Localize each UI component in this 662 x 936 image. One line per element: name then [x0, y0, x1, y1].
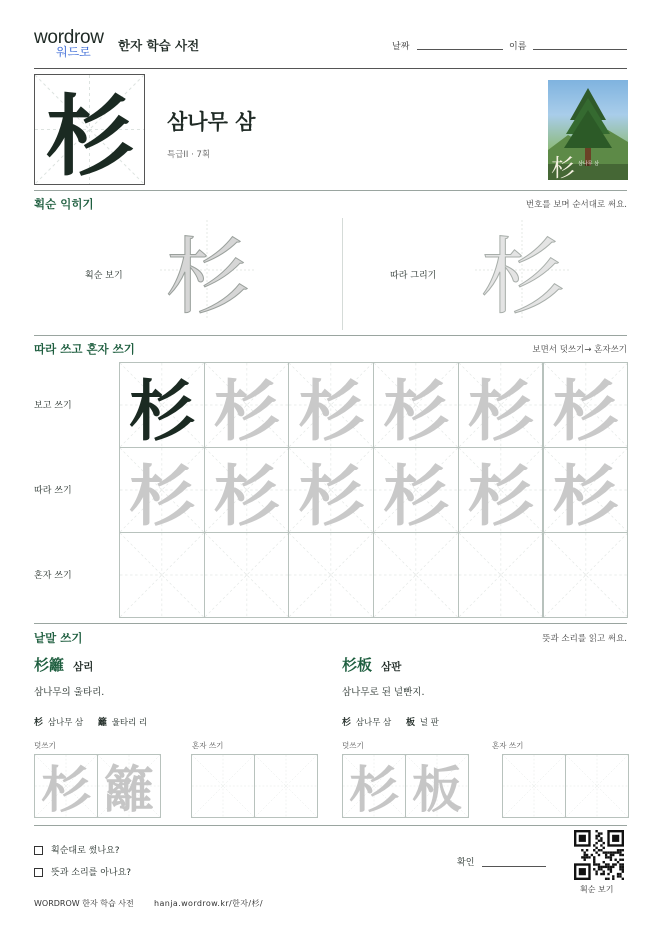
word-trace-label: 덧쓰기 — [34, 741, 56, 750]
practice-section-title: 따라 쓰고 혼자 쓰기 — [34, 342, 135, 356]
trace-character: 杉 — [467, 456, 534, 533]
model-character: 杉 — [128, 371, 195, 448]
qr-code[interactable] — [574, 830, 624, 880]
checklist-text: 뜻과 소리를 아나요? — [51, 868, 132, 878]
practice-row-label-trace: 따라 쓰기 — [34, 486, 72, 496]
word-trace-character: 板 — [412, 760, 462, 818]
practice-cell[interactable] — [543, 362, 629, 448]
word-trace-character: 籬 — [104, 760, 154, 818]
trace-character: 杉 — [382, 371, 449, 448]
thumb-caption: 삼나무 삼 — [578, 161, 599, 167]
trace-character: 杉 — [298, 371, 365, 448]
word-solo-cell[interactable] — [565, 754, 629, 818]
checklist-item-1[interactable] — [34, 843, 120, 856]
word-char1: 杉 — [342, 718, 352, 728]
word-trace-label: 덧쓰기 — [342, 741, 364, 750]
word-solo-cell[interactable] — [254, 754, 318, 818]
practice-cell[interactable] — [288, 447, 374, 533]
practice-cell[interactable] — [204, 447, 290, 533]
word-trace-character: 杉 — [41, 760, 91, 818]
thumb-character: 杉 — [551, 154, 575, 180]
practice-cell[interactable] — [543, 447, 629, 533]
practice-cell[interactable] — [204, 362, 290, 448]
confirm-field[interactable] — [482, 866, 546, 867]
word-trace-cell[interactable] — [97, 754, 161, 818]
stroke-divider — [34, 335, 627, 336]
checkbox[interactable] — [34, 868, 43, 877]
footer-url[interactable]: hanja.wordrow.kr/한자/杉/ — [154, 899, 263, 908]
word-trace-cell[interactable] — [405, 754, 469, 818]
word-solo-label: 혼자 쓰기 — [492, 741, 524, 750]
qr-pattern — [574, 830, 624, 880]
page-title: 한자 학습 사전 — [118, 38, 200, 53]
practice-section-instruction: 보면서 덧쓰기→ 혼자쓰기 — [532, 345, 627, 355]
word-solo-label: 혼자 쓰기 — [192, 741, 224, 750]
word-char2: 板 — [405, 718, 415, 728]
practice-divider — [34, 623, 627, 624]
name-field[interactable] — [533, 49, 627, 50]
word-solo-cell[interactable] — [191, 754, 255, 818]
qr-caption: 획순 보기 — [580, 885, 614, 894]
practice-cell[interactable] — [458, 447, 544, 533]
date-field[interactable] — [417, 49, 503, 50]
word-gloss2: 울타리 리 — [111, 718, 148, 728]
word-hanja: 杉板 — [342, 656, 373, 674]
word-definition: 삼나무의 울타리. — [34, 687, 105, 698]
word-trace-cell[interactable] — [34, 754, 98, 818]
word-divider — [34, 825, 627, 826]
logo — [34, 28, 114, 64]
stroke-view-character: 杉 — [165, 227, 250, 326]
stroke-view-figure — [160, 220, 255, 326]
word-reading: 삼판 — [381, 661, 402, 673]
word-gloss2: 널 판 — [419, 718, 439, 728]
word-trace-character: 杉 — [349, 760, 399, 818]
trace-character: 杉 — [128, 456, 195, 533]
stroke-trace-label: 따라 그리기 — [390, 271, 437, 281]
meaning-sound: 삼나무 삼 — [167, 110, 256, 134]
word-section-title: 낱말 쓰기 — [34, 631, 83, 645]
name-label: 이름 — [509, 42, 527, 52]
stroke-section-instruction: 번호를 보며 순서대로 써요. — [525, 200, 627, 210]
hero-character: 杉 — [45, 83, 134, 188]
practice-row-label-see: 보고 쓰기 — [34, 401, 72, 411]
footer-brand: WORDROW 한자 학습 사전 — [34, 899, 134, 908]
practice-cell[interactable] — [288, 532, 374, 618]
trace-character: 杉 — [213, 371, 280, 448]
stroke-trace-figure[interactable] — [475, 220, 570, 326]
practice-row-label-solo: 혼자 쓰기 — [34, 571, 72, 581]
practice-cell[interactable] — [373, 362, 459, 448]
word-reading: 삼리 — [73, 661, 94, 673]
stroke-section-vdivider — [342, 218, 343, 330]
hero-divider — [34, 190, 627, 191]
date-label: 날짜 — [392, 42, 410, 52]
trace-character: 杉 — [552, 456, 619, 533]
practice-cell[interactable] — [543, 532, 629, 618]
stroke-section-title: 획순 익히기 — [34, 197, 94, 211]
checklist-text: 획순대로 썼나요? — [51, 846, 120, 856]
checklist-item-2[interactable] — [34, 865, 131, 878]
trace-character: 杉 — [298, 456, 365, 533]
stroke-trace-character: 杉 — [480, 227, 565, 326]
practice-cell[interactable] — [373, 532, 459, 618]
confirm-label: 확인 — [457, 858, 475, 868]
word-solo-cell[interactable] — [502, 754, 566, 818]
word-gloss1: 삼나무 삼 — [47, 718, 84, 728]
practice-cell[interactable] — [119, 362, 205, 448]
word-hanja: 杉籬 — [34, 656, 65, 674]
word-section-instruction: 뜻과 소리를 읽고 써요. — [542, 634, 627, 644]
logo-wordmark: wordrow — [34, 27, 104, 48]
practice-cell[interactable] — [119, 447, 205, 533]
word-definition: 삼나무로 된 널빤지. — [342, 687, 425, 698]
practice-cell[interactable] — [204, 532, 290, 618]
trace-character: 杉 — [467, 371, 534, 448]
level-strokes: 특급II · 7획 — [167, 150, 211, 160]
practice-cell[interactable] — [458, 532, 544, 618]
practice-cell[interactable] — [119, 532, 205, 618]
word-gloss1: 삼나무 삼 — [355, 718, 392, 728]
hero-thumbnail — [548, 80, 628, 180]
word-char1: 杉 — [34, 718, 44, 728]
checkbox[interactable] — [34, 846, 43, 855]
trace-character: 杉 — [552, 371, 619, 448]
practice-cell[interactable] — [458, 362, 544, 448]
stroke-view-label: 획순 보기 — [85, 271, 123, 281]
practice-cell[interactable] — [373, 447, 459, 533]
word-char2: 籬 — [97, 718, 107, 728]
hero-character-box — [34, 74, 145, 188]
trace-character: 杉 — [382, 456, 449, 533]
practice-cell[interactable] — [288, 362, 374, 448]
logo-korean: 워드로 — [56, 45, 91, 59]
word-trace-cell[interactable] — [342, 754, 406, 818]
trace-character: 杉 — [213, 456, 280, 533]
